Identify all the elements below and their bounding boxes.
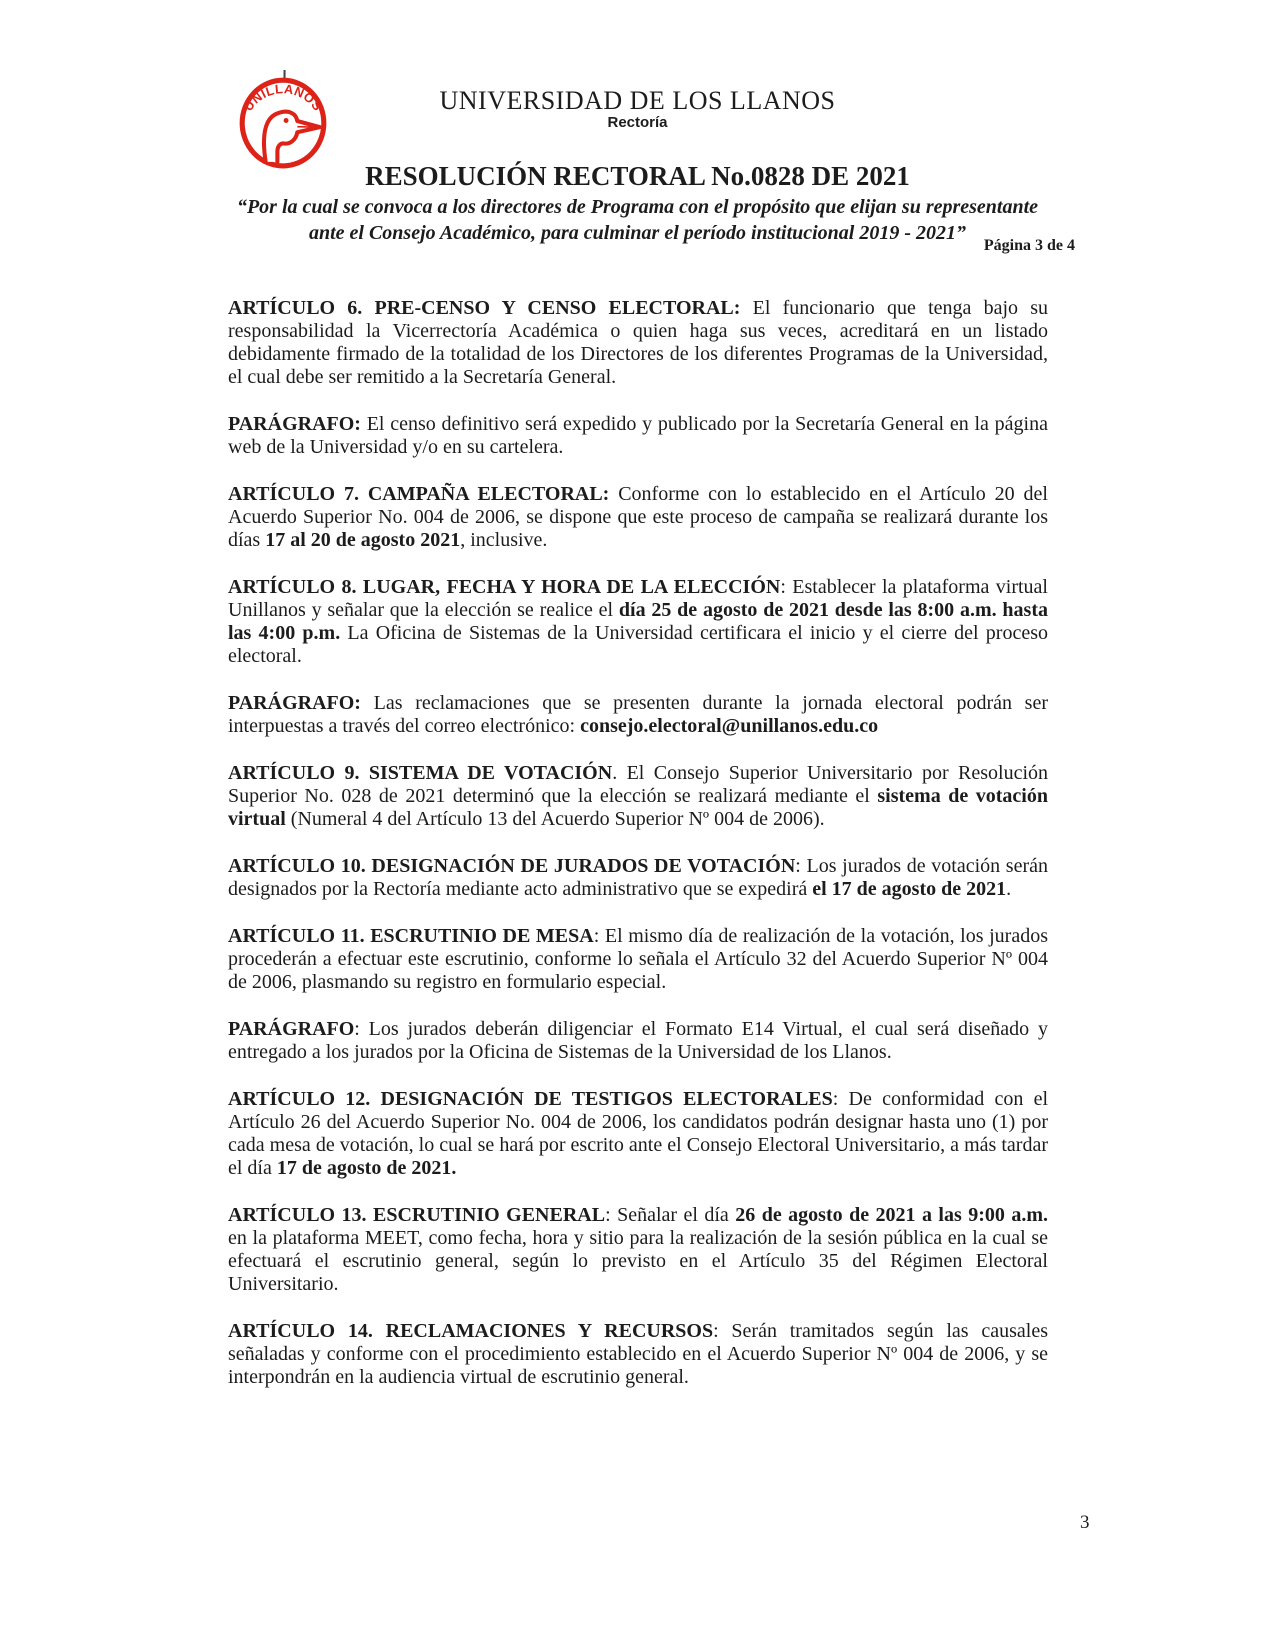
paragraph [228, 692, 1048, 738]
text-run: La Oficina de Sistemas de la Universidad certificara el inicio y el cierre del proceso electoral. [228, 622, 1048, 667]
text-run: ARTÍCULO 10. DESIGNACIÓN DE JURADOS DE VOTACIÓN [228, 855, 796, 877]
text-run: , inclusive. [460, 529, 548, 551]
text-run: : Señalar el día [605, 1204, 736, 1226]
text-run: Las reclamaciones que se presenten durante la jornada electoral podrán ser interpuestas a través del correo electrónico: [228, 692, 1048, 737]
paragraph [228, 1018, 1048, 1064]
text-run: : Los jurados deberán diligenciar el Formato E14 Virtual, el cual será diseñado y entregado a los jurados por la Oficina de Sistemas de la Universidad de los Llanos. [228, 1018, 1048, 1063]
text-run: ARTÍCULO 12. DESIGNACIÓN DE TESTIGOS ELECTORALES [228, 1088, 833, 1110]
paragraph [228, 855, 1048, 901]
paragraph [228, 483, 1048, 552]
text-run: . [1006, 878, 1012, 900]
paragraph [228, 1204, 1048, 1296]
text-run: ARTÍCULO 7. CAMPAÑA ELECTORAL: [228, 483, 619, 505]
text-run: PARÁGRAFO [228, 1018, 355, 1040]
text-run: ARTÍCULO 8. LUGAR, FECHA Y HORA DE LA ELECCIÓN [228, 576, 781, 598]
paragraph [228, 1088, 1048, 1180]
page-indicator: Página 3 de 4 [983, 237, 1075, 254]
text-run: : El mismo día de realización de la votación, los jurados procederán a efectuar este escrutinio, conforme lo señala el Artículo 32 del Acuerdo Superior Nº 004 de 2006, plasmando su registro en formulario especial. [228, 925, 1048, 993]
text-run: ARTÍCULO 6. PRE-CENSO Y CENSO ELECTORAL: [228, 297, 753, 319]
text-run: : Los jurados de votación serán designados por la Rectoría mediante acto administrativo que se expedirá [228, 855, 1048, 900]
text-run: en la plataforma MEET, como fecha, hora y sitio para la realización de la sesión pública en la cual se efectuará el escrutinio general, según lo previsto en el Artículo 35 del Régimen Electoral Universitario. [228, 1227, 1048, 1295]
resolution-subtitle-line2: ante el Consejo Académico, para culminar el período institucional 2019 - 2021” [308, 222, 967, 244]
text-run: ARTÍCULO 13. ESCRUTINIO GENERAL [228, 1204, 606, 1226]
paragraph [228, 925, 1048, 994]
paragraph [228, 297, 1048, 389]
resolution-title: RESOLUCIÓN RECTORAL No.0828 DE 2021 [365, 161, 910, 191]
text-run: ARTÍCULO 14. RECLAMACIONES Y RECURSOS [228, 1320, 714, 1342]
text-run: El funcionario que tenga bajo su responsabilidad la Vicerrectoría Académica o quien haga sus veces, acreditará en un listado debidamente firmado de la totalidad de los Directores de los diferentes Programas de la Universidad, el cual debe ser remitido a la Secretaría General. [228, 297, 1048, 388]
text-run: 17 de agosto de 2021. [276, 1157, 457, 1179]
text-run: : Establecer la plataforma virtual Unillanos y señalar que la elección se realice el [228, 576, 1048, 621]
text-run: : De conformidad con el Artículo 26 del Acuerdo Superior No. 004 de 2006, los candidatos podrán designar hasta uno (1) por cada mesa de votación, lo cual se hará por escrito ante el Consejo Electoral Universitario, a más tardar el día [228, 1088, 1048, 1179]
text-run: PARÁGRAFO: [228, 413, 367, 435]
text-run: consejo.electoral@unillanos.edu.co [580, 715, 879, 737]
department-name: Rectoría [607, 114, 668, 131]
text-run: sistema de votación virtual [228, 785, 1048, 830]
text-run: 17 al 20 de agosto 2021 [265, 529, 461, 551]
text-run: Conforme con lo establecido en el Artículo 20 del Acuerdo Superior No. 004 de 2006, se dispone que este proceso de campaña se realizará durante los días [228, 483, 1048, 551]
text-run: ARTÍCULO 11. ESCRUTINIO DE MESA [228, 925, 594, 947]
paragraph [228, 1320, 1048, 1389]
page-number: 3 [1080, 1512, 1090, 1533]
text-run: (Numeral 4 del Artículo 13 del Acuerdo Superior Nº 004 de 2006). [285, 808, 825, 830]
text-run: El censo definitivo será expedido y publicado por la Secretaría General en la página web de la Universidad y/o en su cartelera. [228, 413, 1048, 458]
paragraph [228, 762, 1048, 831]
text-run: el 17 de agosto de 2021 [812, 878, 1007, 900]
document-body [228, 297, 1048, 1413]
text-run: . El Consejo Superior Universitario por Resolución Superior No. 028 de 2021 determinó que la elección se realizará mediante el [228, 762, 1049, 807]
text-run: PARÁGRAFO: [228, 692, 374, 714]
paragraph [228, 413, 1048, 459]
paragraph [228, 576, 1048, 668]
university-name: UNIVERSIDAD DE LOS LLANOS [439, 86, 836, 115]
text-run: ARTÍCULO 9. SISTEMA DE VOTACIÓN [228, 762, 613, 784]
text-run: 26 de agosto de 2021 a las 9:00 a.m. [735, 1204, 1048, 1226]
text-run: : Serán tramitados según las causales señaladas y conforme con el procedimiento establecido en el Acuerdo Superior Nº 004 de 2006, y se interpondrán en la audiencia virtual de escrutinio general. [228, 1320, 1048, 1388]
text-run: día 25 de agosto de 2021 desde las 8:00 a.m. hasta las 4:00 p.m. [228, 599, 1048, 644]
logo-text: UNILLANOS [240, 81, 326, 114]
resolution-subtitle-line1: “Por la cual se convoca a los directores de Programa con el propósito que elijan su representante [236, 196, 1039, 218]
